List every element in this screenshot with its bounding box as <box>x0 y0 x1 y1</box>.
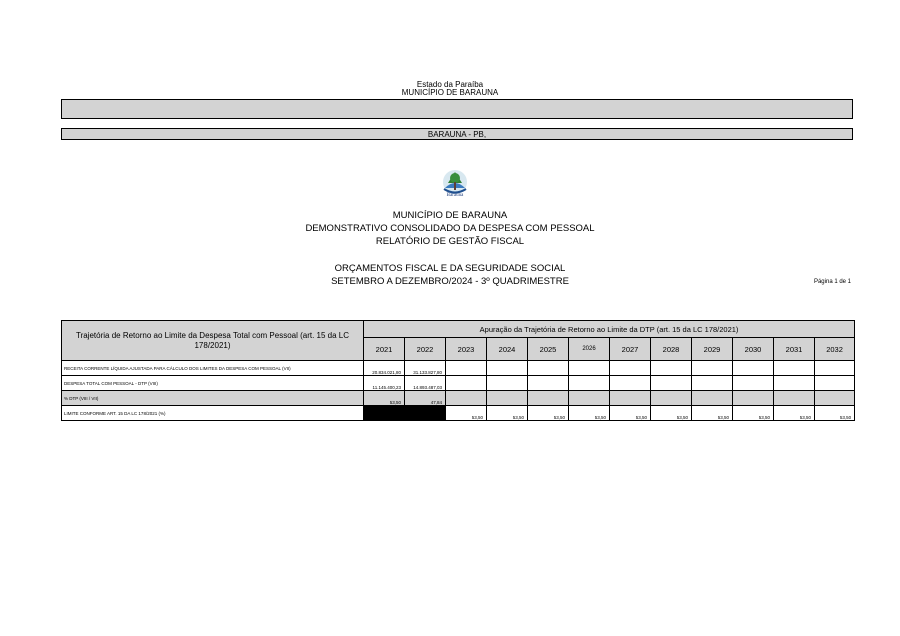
row-label: DESPESA TOTAL COM PESSOAL - DTP (VIII) <box>62 376 364 391</box>
cell-value <box>569 376 610 391</box>
cell-value <box>610 361 651 376</box>
cell-value: 53,50 <box>364 391 405 406</box>
header-bar-location: BARAUNA - PB, <box>61 128 853 140</box>
cell-value: 20.834.021,80 <box>364 361 405 376</box>
year-header: 2022 <box>405 338 446 361</box>
cell-value: 53,50 <box>815 406 855 421</box>
title-period: SETEMBRO A DEZEMBRO/2024 - 3º QUADRIMESTRE <box>331 276 569 287</box>
cell-value <box>446 361 487 376</box>
cell-value: 53,50 <box>774 406 815 421</box>
cell-value: 53,50 <box>446 406 487 421</box>
year-header: 2030 <box>733 338 774 361</box>
year-header: 2032 <box>815 338 855 361</box>
title-fiscal-report: RELATÓRIO DE GESTÃO FISCAL <box>375 236 525 247</box>
cell-value <box>733 391 774 406</box>
cell-value <box>774 391 815 406</box>
cell-value <box>610 391 651 406</box>
row-label: RECEITA CORRENTE LÍQUIDA AJUSTADA PARA CÁLCULO DOS LIMITES DA DESPESA COM PESSOAL (VII) <box>62 361 364 376</box>
table-left-header: Trajetória de Retorno ao Limite da Despesa Total com Pessoal (art. 15 da LC 178/2021) <box>62 321 364 361</box>
year-header: 2024 <box>487 338 528 361</box>
municipality-header: MUNICÍPIO DE BARAUNA <box>401 88 499 97</box>
cell-value: 53,50 <box>651 406 692 421</box>
cell-value <box>528 391 569 406</box>
year-header: 2021 <box>364 338 405 361</box>
logo-caption: Baraúna <box>446 193 464 198</box>
title-budgets: ORÇAMENTOS FISCAL E DA SEGURIDADE SOCIAL <box>334 263 566 274</box>
year-header: 2025 <box>528 338 569 361</box>
cell-value <box>733 361 774 376</box>
cell-value-blocked <box>405 406 446 421</box>
municipality-logo <box>440 169 470 203</box>
cell-value <box>569 361 610 376</box>
cell-value: 53,50 <box>569 406 610 421</box>
cell-value <box>651 361 692 376</box>
dtp-trajectory-table <box>61 320 855 421</box>
year-header: 2027 <box>610 338 651 361</box>
cell-value <box>446 376 487 391</box>
cell-value <box>487 376 528 391</box>
table-group-header: Apuração da Trajetória de Retorno ao Limite da DTP (art. 15 da LC 178/2021) <box>364 321 855 338</box>
cell-value <box>569 391 610 406</box>
title-municipality: MUNICÍPIO DE BARAUNA <box>392 210 508 221</box>
cell-value <box>692 361 733 376</box>
table-row <box>62 406 855 421</box>
cell-value <box>815 391 855 406</box>
page-indicator: Página 1 de 1 <box>813 279 851 285</box>
cell-value <box>651 376 692 391</box>
cell-value <box>815 361 855 376</box>
table-row <box>62 391 855 406</box>
table-row <box>62 361 855 376</box>
cell-value: 47,84 <box>405 391 446 406</box>
row-label: % DTP (VIII / VII) <box>62 391 364 406</box>
cell-value <box>446 391 487 406</box>
cell-value <box>528 376 569 391</box>
cell-value <box>692 376 733 391</box>
cell-value: 53,50 <box>692 406 733 421</box>
state-name: Estado da Paraíba <box>416 80 484 89</box>
year-header: 2023 <box>446 338 487 361</box>
year-header: 2028 <box>651 338 692 361</box>
cell-value: 11.145.400,23 <box>364 376 405 391</box>
title-report: DEMONSTRATIVO CONSOLIDADO DA DESPESA COM PESSOAL <box>305 223 595 234</box>
cell-value: 53,50 <box>487 406 528 421</box>
cell-value <box>487 391 528 406</box>
cell-value <box>528 361 569 376</box>
year-header: 2026 <box>569 338 610 361</box>
cell-value <box>487 361 528 376</box>
cell-value <box>610 376 651 391</box>
table-row <box>62 376 855 391</box>
header-bar-empty <box>61 99 853 119</box>
cell-value <box>774 376 815 391</box>
cell-value: 31.133.827,80 <box>405 361 446 376</box>
cell-value: 53,50 <box>528 406 569 421</box>
cell-value <box>651 391 692 406</box>
cell-value <box>815 376 855 391</box>
row-label: LIMITE CONFORME ART. 15 DA LC 178/2021 (%) <box>62 406 364 421</box>
cell-value: 14.893.487,03 <box>405 376 446 391</box>
cell-value <box>692 391 733 406</box>
cell-value-blocked <box>364 406 405 421</box>
year-header: 2031 <box>774 338 815 361</box>
cell-value <box>733 376 774 391</box>
cell-value: 53,50 <box>733 406 774 421</box>
cell-value <box>774 361 815 376</box>
cell-value: 53,50 <box>610 406 651 421</box>
year-header: 2029 <box>692 338 733 361</box>
